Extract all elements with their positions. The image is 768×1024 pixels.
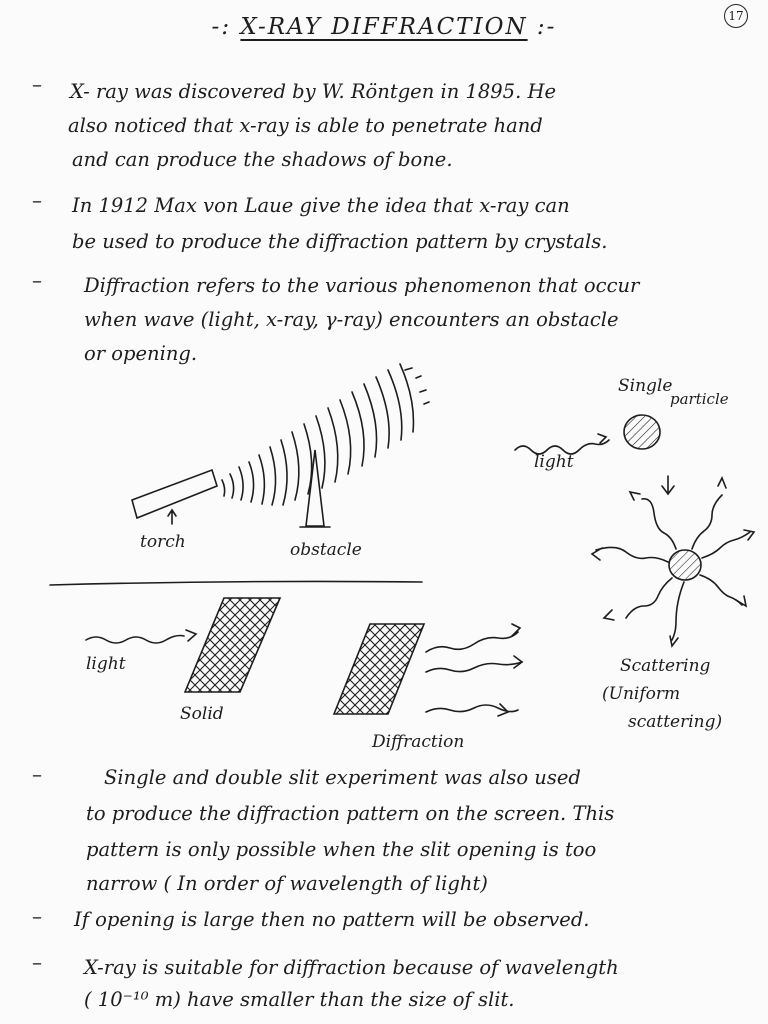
bullet-dash: – — [32, 72, 42, 96]
label-diffraction: Diffraction — [372, 732, 465, 752]
para4-line2: to produce the diffraction pattern on the screen. This — [86, 802, 615, 825]
label-particle: particle — [670, 390, 729, 408]
para3-line1: Diffraction refers to the various phenomenon that occur — [84, 274, 640, 297]
bullet-dash: – — [32, 762, 42, 786]
bullet-dash: – — [32, 268, 42, 292]
para6-line2: ( 10⁻¹⁰ m) have smaller than the size of slit. — [84, 988, 515, 1011]
para3-line3: or opening. — [84, 342, 198, 365]
wave-arcs — [222, 364, 429, 505]
title-suffix: :- — [536, 14, 557, 40]
label-uniform: (Uniform — [602, 684, 681, 704]
solid-block-sketch — [185, 598, 280, 692]
bullet-dash: – — [32, 188, 42, 212]
particle-scatter-sketch — [515, 415, 754, 646]
title-prefix: -: — [211, 14, 232, 40]
crystal-block-sketch — [334, 624, 424, 714]
bullet-dash: – — [32, 904, 42, 928]
label-light-particle: light — [534, 452, 574, 472]
torch-sketch — [132, 470, 217, 524]
section-divider — [50, 581, 422, 585]
label-single: Single — [618, 376, 673, 396]
bullet-dash: – — [32, 950, 42, 974]
label-uniform-scattering: scattering) — [628, 712, 723, 732]
para6-line1: X-ray is suitable for diffraction because of wavelength — [84, 956, 619, 979]
label-solid: Solid — [180, 704, 224, 724]
label-obstacle: obstacle — [290, 540, 362, 560]
label-light-solid: light — [86, 654, 126, 674]
light-arrow-sketch — [86, 630, 196, 643]
para5-line1: If opening is large then no pattern will be observed. — [74, 908, 590, 931]
para3-line2: when wave (light, x-ray, γ-ray) encounters an obstacle — [84, 308, 619, 331]
para1-line2: also noticed that x-ray is able to penetrate hand — [68, 114, 543, 137]
para2-line1: In 1912 Max von Laue give the idea that x-ray can — [72, 194, 570, 217]
label-scattering: Scattering — [620, 656, 711, 676]
para4-line3: pattern is only possible when the slit opening is too — [86, 838, 597, 861]
label-torch: torch — [140, 532, 186, 552]
page-number: 17 — [724, 4, 748, 28]
title-text: X-RAY DIFFRACTION — [240, 14, 528, 40]
diffracted-waves — [426, 624, 522, 716]
para1-line3: and can produce the shadows of bone. — [72, 148, 453, 171]
para1-line1: X- ray was discovered by W. Röntgen in 1895. He — [70, 80, 557, 103]
para2-line2: be used to produce the diffraction pattern by crystals. — [72, 230, 608, 253]
para4-line1: Single and double slit experiment was also used — [104, 766, 581, 789]
para4-line4: narrow ( In order of wavelength of light) — [86, 872, 488, 895]
